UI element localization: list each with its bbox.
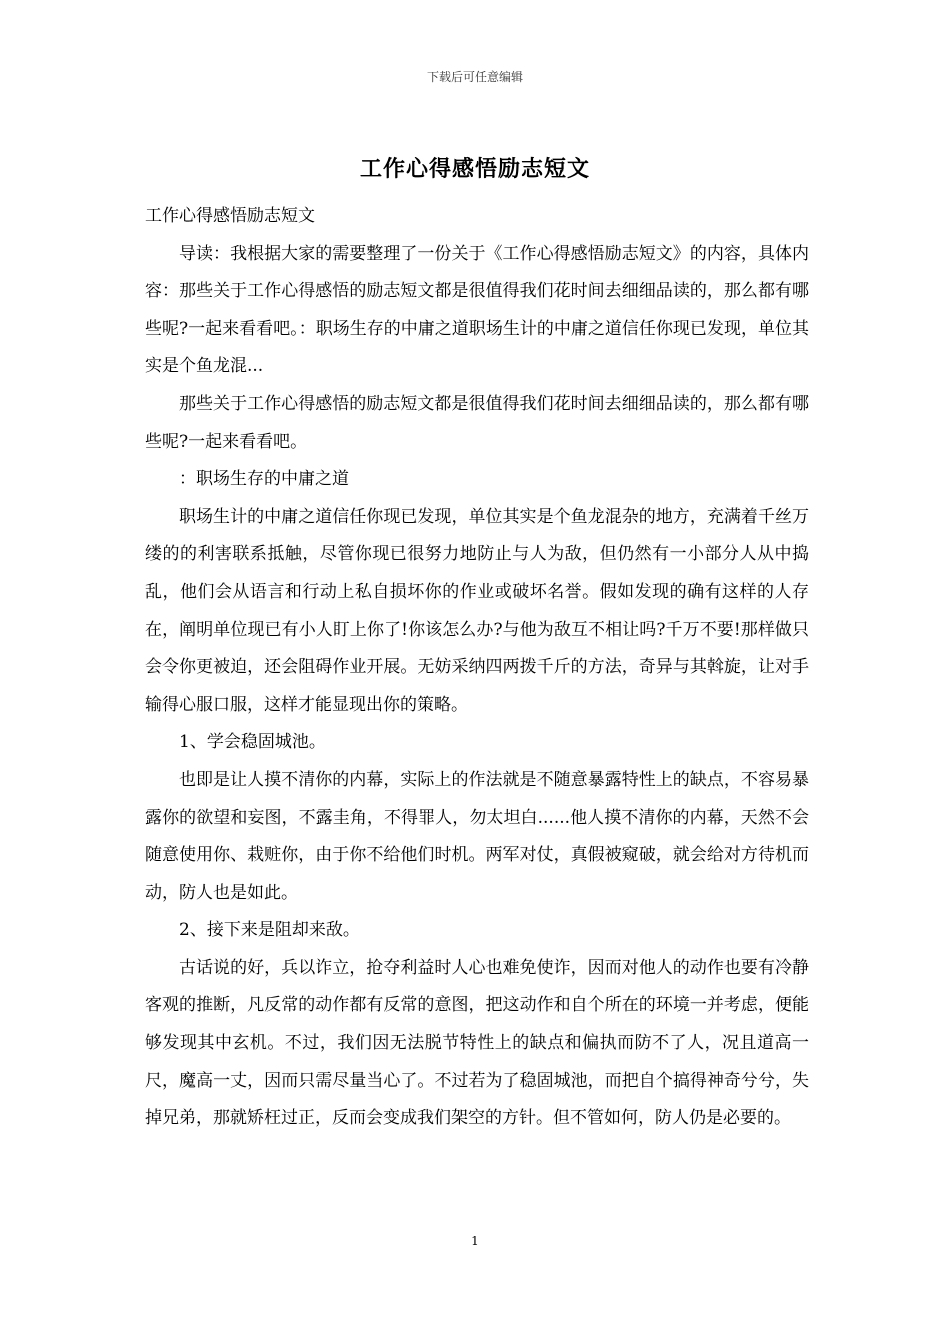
page-number: 1 — [471, 1234, 479, 1248]
section-heading: ：职场生存的中庸之道 — [179, 469, 349, 490]
paragraph: 职场生计的中庸之道信任你现已发现，单位其实是个鱼龙混杂的地方，充满着千丝万缕的的利害联系抵触，尽管你现已很努力地防止与人为敌，但仍然有一小部分人从中捣乱，他们会从语言和行动上私自损坏你的作业或破坏名誉。假如发现的确有这样的人存在，阐明单位现已有小人盯上你了!你该怎么办?与他为敌互不相让吗?千万不要!那样做只会令你更被迫，还会阻碍作业开展。无妨采纳四两拨千斤的方法，奇异与其斡旋，让对手输得心服口服，这样才能显现出你的策略。 — [145, 506, 809, 715]
paragraph-intro: 导读：我根据大家的需要整理了一份关于《工作心得感悟励志短文》的内容，具体内容：那些关于工作心得感悟的励志短文都是很值得我们花时间去细细品读的，那么都有哪些呢?一起来看看吧。：职场生存的中庸之道职场生计的中庸之道信任你现已发现，单位其实是个鱼龙混... — [145, 243, 809, 377]
header-note: 下载后可任意编辑 — [426, 70, 523, 84]
document-body — [145, 198, 809, 1138]
paragraph: 那些关于工作心得感悟的励志短文都是很值得我们花时间去细细品读的，那么都有哪些呢?一起来看看吧。 — [145, 393, 809, 452]
list-item-heading: 1、学会稳固城池。 — [179, 732, 326, 753]
list-item-heading: 2、接下来是阻却来敌。 — [179, 920, 360, 941]
paragraph-subtitle: 工作心得感悟励志短文 — [145, 206, 315, 226]
paragraph: 也即是让人摸不清你的内幕，实际上的作法就是不随意暴露特性上的缺点，不容易暴露你的欲望和妄图，不露圭角，不得罪人，勿太坦白......他人摸不清你的内幕，天然不会随意使用你、栽赃你，由于你不给他们时机。两军对仗，真假被窥破，就会给对方待机而动，防人也是如此。 — [145, 769, 809, 903]
paragraph: 古话说的好，兵以诈立，抢夺利益时人心也难免使诈，因而对他人的动作也要有冷静客观的推断，凡反常的动作都有反常的意图，把这动作和自个所在的环境一并考虑，便能够发现其中玄机。不过，我们因无法脱节特性上的缺点和偏执而防不了人，况且道高一尺，魔高一丈，因而只需尽量当心了。不过若为了稳固城池，而把自个搞得神奇兮兮，失掉兄弟，那就矫枉过正，反而会变成我们架空的方针。但不管如何，防人仍是必要的。 — [145, 957, 809, 1129]
document-title: 工作心得感悟励志短文 — [359, 156, 590, 182]
